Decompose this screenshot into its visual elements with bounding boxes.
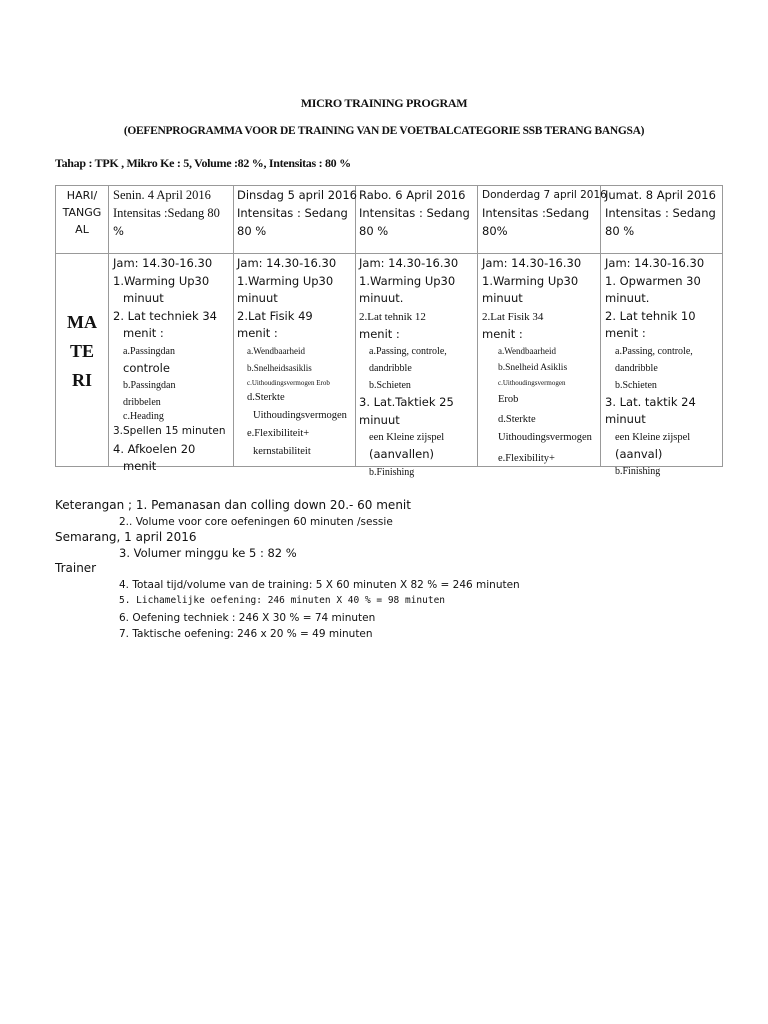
content-line: a.Passing, controle, [369, 346, 447, 357]
content-line: menit [123, 459, 157, 473]
content-line: Jam: 14.30-16.30 [482, 256, 582, 270]
table-divider [233, 186, 234, 466]
content-line: een Kleine zijspel [369, 432, 445, 443]
day-header-monday [113, 186, 233, 240]
content-line: (aanvallen) [369, 447, 434, 461]
content-line: 1. Opwarmen 30 [605, 273, 701, 288]
content-line: 1.Warming Up30 [482, 273, 579, 288]
content-line: a.Wendbaarheid [247, 345, 305, 356]
content-line: e.Flexibiliteit+ [247, 427, 310, 439]
note-tactics: 7. Taktische oefening: 246 x 20 % = 49 minuten [119, 628, 373, 640]
content-line: e.Flexibility+ [498, 453, 555, 464]
content-line: b.Schieten [369, 380, 411, 391]
day-intensity: Intensitas : Sedang [359, 206, 470, 220]
content-line: menit : [359, 326, 400, 341]
note-keterangan: Keterangan ; 1. Pemanasan dan colling down 20.- 60 menit [55, 498, 411, 512]
content-line: 1.Warming Up30 [237, 273, 334, 288]
content-line: a.Passing, controle, [615, 345, 693, 357]
day-header-wednesday [359, 186, 477, 240]
document-title: MICRO TRAINING PROGRAM [300, 96, 468, 110]
content-line: minuut [359, 412, 400, 427]
content-line: dandribble [615, 362, 658, 374]
day-date: Donderdag 7 april 2016 [482, 189, 607, 201]
day-intensity-value: 80 % [605, 224, 635, 238]
day-date: Dinsdag 5 april 2016 [237, 188, 357, 202]
day-date: Rabo. 6 April 2016 [359, 188, 466, 202]
day-date: Jumat. 8 April 2016 [605, 188, 716, 202]
header-line: AL [75, 223, 89, 236]
content-line: 2.Lat Fisik 34 [482, 310, 544, 323]
content-line: 2. Lat techniek 34 [113, 308, 217, 323]
content-line: Jam: 14.30-16.30 [113, 256, 213, 270]
note-place-date: Semarang, 1 april 2016 [55, 529, 197, 544]
content-line: minuut [605, 412, 646, 426]
day-date: Senin. 4 April 2016 [113, 188, 211, 202]
content-line: minuut [123, 291, 164, 305]
content-friday [605, 255, 723, 477]
note-trainer: Trainer [55, 561, 97, 575]
content-line: minuut. [605, 291, 650, 305]
content-line: menit : [605, 326, 646, 340]
note-total-volume: 4. Totaal tijd/volume van de training: 5 X 60 minuten X 82 % = 246 minuten [119, 578, 520, 591]
note-technique: 6. Oefening techniek : 246 X 30 % = 74 minuten [119, 611, 376, 624]
content-line: b.Snelheidsasiklis [247, 362, 312, 373]
content-line: (aanval) [615, 446, 663, 461]
table-divider [108, 186, 109, 466]
day-intensity-value: 80 % [359, 224, 389, 238]
day-intensity: Intensitas :Sedang 80 [113, 206, 220, 220]
content-thursday [482, 255, 600, 467]
note-weekly-volume: 3. Volumer minggu ke 5 : 82 % [119, 546, 297, 560]
content-line: b.Schieten [615, 379, 657, 391]
content-line: minuut. [359, 291, 404, 305]
content-line: 1.Warming Up30 [359, 273, 456, 288]
day-header-thursday [482, 186, 607, 240]
day-header-friday [605, 186, 723, 240]
notes-section [55, 498, 735, 643]
content-line: 3. Lat.Taktiek 25 [359, 395, 454, 409]
table-divider [600, 186, 601, 466]
content-line: b.Finishing [369, 466, 415, 478]
content-line: 4. Afkoelen 20 [113, 441, 196, 456]
content-line: Jam: 14.30-16.30 [359, 256, 459, 270]
training-schedule-table [55, 185, 723, 478]
content-line: d.Sterkte [247, 391, 285, 403]
content-line: menit : [482, 326, 523, 341]
note-physical: 5. Lichamelijke oefening: 246 minuten X 40 % = 98 minuten [119, 595, 446, 606]
row-label-line: TE [69, 341, 94, 361]
day-date-header [56, 187, 108, 238]
content-line: 2. Lat tehnik 10 [605, 308, 696, 323]
day-intensity: Intensitas : Sedang [605, 206, 716, 220]
header-line: TANGG [62, 206, 102, 219]
day-intensity-value: 80% [482, 224, 508, 238]
day-intensity: Intensitas :Sedang [482, 206, 590, 220]
content-line: kernstabiliteit [253, 445, 311, 457]
content-line: 3. Lat. taktik 24 [605, 394, 696, 409]
content-line: 3.Spellen 15 minuten [113, 425, 226, 437]
content-line: een Kleine zijspel [615, 431, 691, 443]
row-label-line: MA [67, 312, 97, 332]
content-monday [113, 255, 233, 473]
day-header-tuesday [237, 186, 355, 240]
content-line: c.Uithoudingsvermogen Erob [247, 378, 330, 387]
content-line: b.Passingdan [123, 380, 176, 391]
materi-row-label [56, 308, 108, 395]
content-line: b.Finishing [615, 466, 661, 477]
day-intensity-value: 80 % [237, 224, 267, 238]
content-line: 2.Lat tehnik 12 [359, 310, 426, 323]
content-line: c.Uithoudingsvermogen [498, 379, 566, 387]
day-intensity: Intensitas : Sedang [237, 206, 348, 220]
content-line: a.Wendbaarheid [498, 346, 556, 356]
program-parameters: Tahap : TPK , Mikro Ke : 5, Volume :82 %, Intensitas : 80 % [55, 156, 351, 170]
document-subtitle: (OEFENPROGRAMMA VOOR DE TRAINING VAN DE VOETBALCATEGORIE SSB TERANG BANGSA) [123, 125, 645, 137]
content-tuesday [237, 255, 355, 467]
content-line: minuut [237, 291, 278, 305]
content-line: Jam: 14.30-16.30 [605, 256, 705, 270]
content-line: controle [123, 360, 170, 375]
content-line: c.Heading [123, 411, 164, 422]
content-line: dandribble [369, 363, 412, 374]
header-line: HARI/ [66, 189, 98, 202]
content-line: d.Sterkte [498, 414, 536, 425]
row-label-line: RI [71, 370, 92, 390]
content-line: Erob [498, 394, 519, 405]
content-line: 1.Warming Up30 [113, 273, 210, 288]
day-intensity-value: % [113, 224, 124, 238]
content-line: Jam: 14.30-16.30 [237, 256, 337, 270]
note-volume-core: 2.. Volume voor core oefeningen 60 minuten /sessie [119, 515, 393, 528]
content-line: menit : [237, 326, 278, 340]
content-line: b.Snelheid Asiklis [498, 363, 568, 373]
content-line: a.Passingdan [123, 345, 175, 357]
content-line: Uithoudingsvermogen [498, 432, 592, 443]
table-divider [477, 186, 478, 466]
table-divider [56, 253, 722, 254]
table-divider [355, 186, 356, 466]
content-line: menit : [123, 326, 164, 340]
content-line: 2.Lat Fisik 49 [237, 308, 313, 323]
content-line: Uithoudingsvermogen [253, 409, 347, 421]
content-line: dribbelen [123, 397, 161, 408]
content-line: minuut [482, 291, 523, 305]
content-wednesday [359, 255, 477, 478]
